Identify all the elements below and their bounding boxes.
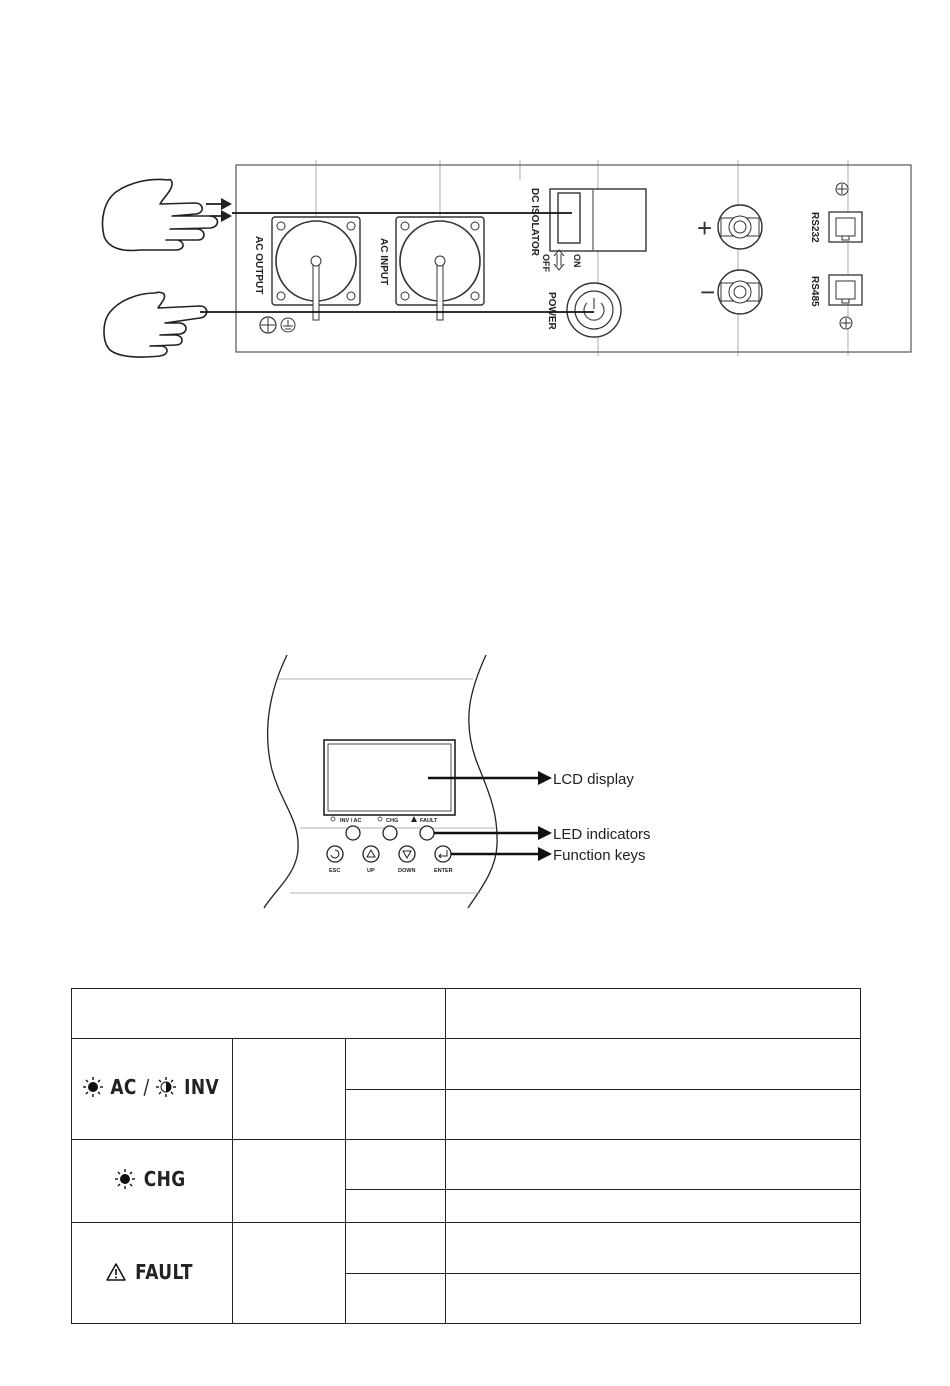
rs232-label: RS232	[809, 212, 820, 243]
led-label-inv-ac: INV / AC	[340, 818, 362, 824]
switch-off-label: OFF	[541, 254, 551, 272]
key-label-esc: ESC	[329, 868, 341, 874]
color-cell	[233, 1140, 346, 1223]
dc-isolator-label: DC ISOLATOR	[529, 188, 540, 256]
led-inv-ac	[346, 826, 360, 840]
rs485-label: RS485	[809, 276, 820, 307]
housing-right-edge	[468, 655, 497, 908]
message-cell	[446, 1140, 861, 1190]
table-header-cell	[446, 989, 861, 1039]
screw-icon	[836, 183, 848, 195]
key-label-down: DOWN	[398, 868, 416, 874]
color-cell	[233, 1039, 346, 1140]
down-key[interactable]	[399, 846, 415, 862]
rear-panel-diagram	[0, 0, 950, 400]
ac-input-connector	[396, 217, 484, 320]
switch-on-label: ON	[572, 254, 582, 268]
led-label-chg: CHG	[386, 818, 399, 824]
status-cell	[346, 1190, 446, 1223]
led-fault	[420, 826, 434, 840]
table-header-cell	[72, 989, 446, 1039]
negative-sign: −	[700, 277, 716, 307]
led-name-separator: /	[143, 1075, 151, 1099]
up-key[interactable]	[363, 846, 379, 862]
message-cell	[446, 1039, 861, 1090]
callout-led-indicators: LED indicators	[553, 826, 651, 843]
callout-lcd-display: LCD display	[553, 771, 634, 788]
sun-led-icon	[331, 817, 335, 821]
sun-led-icon	[378, 817, 382, 821]
ac-output-connector	[272, 217, 360, 320]
hand-pointing-icon	[104, 292, 207, 357]
led-name-chg: CHG	[144, 1167, 186, 1191]
earth-symbol-icon	[281, 318, 295, 332]
led-label-fault: FAULT	[420, 818, 438, 824]
esc-key[interactable]	[327, 846, 343, 862]
led-name-fault: FAULT	[135, 1260, 193, 1284]
warning-triangle-icon	[106, 1263, 126, 1281]
front-panel-diagram	[0, 640, 950, 930]
power-label: POWER	[546, 292, 557, 330]
callout-function-keys: Function keys	[553, 847, 646, 864]
hand-pointing-icon	[103, 180, 218, 251]
positive-sign: +	[697, 213, 713, 243]
message-cell	[446, 1190, 861, 1223]
battery-positive-terminal	[718, 205, 762, 249]
battery-negative-terminal	[718, 270, 762, 314]
status-cell	[346, 1274, 446, 1324]
status-cell	[346, 1090, 446, 1140]
led-name-ac: AC	[110, 1075, 138, 1099]
message-cell	[446, 1090, 861, 1140]
enter-key[interactable]	[435, 846, 451, 862]
rs232-port[interactable]	[829, 212, 862, 242]
led-chg	[383, 826, 397, 840]
table-row	[72, 1039, 861, 1090]
message-cell	[446, 1223, 861, 1274]
fault-warning-icon	[411, 816, 417, 822]
key-label-enter: ENTER	[434, 868, 453, 874]
sun-led-icon	[114, 1168, 136, 1190]
dc-isolator-switch[interactable]	[550, 189, 646, 251]
rs485-port[interactable]	[829, 275, 862, 305]
led-name-cell	[72, 1140, 233, 1223]
status-cell	[346, 1140, 446, 1190]
table-row	[72, 1140, 861, 1190]
status-cell	[346, 1039, 446, 1090]
ac-output-label: AC OUTPUT	[253, 236, 264, 295]
ac-input-label: AC INPUT	[378, 238, 389, 286]
message-cell	[446, 1274, 861, 1324]
color-cell	[233, 1223, 346, 1324]
key-label-up: UP	[367, 868, 375, 874]
status-cell	[346, 1223, 446, 1274]
led-indicator-table	[71, 988, 861, 1324]
housing-left-edge	[264, 655, 298, 908]
sun-led-icon	[155, 1076, 177, 1098]
led-name-cell	[72, 1223, 233, 1324]
table-row	[72, 1223, 861, 1274]
ground-screw-icon	[260, 317, 276, 333]
table-header-row	[72, 989, 861, 1039]
screw-icon	[840, 317, 852, 329]
sun-led-icon	[82, 1076, 104, 1098]
led-name-cell	[72, 1039, 233, 1140]
power-button[interactable]	[567, 283, 621, 337]
led-name-inv: INV	[183, 1075, 219, 1099]
